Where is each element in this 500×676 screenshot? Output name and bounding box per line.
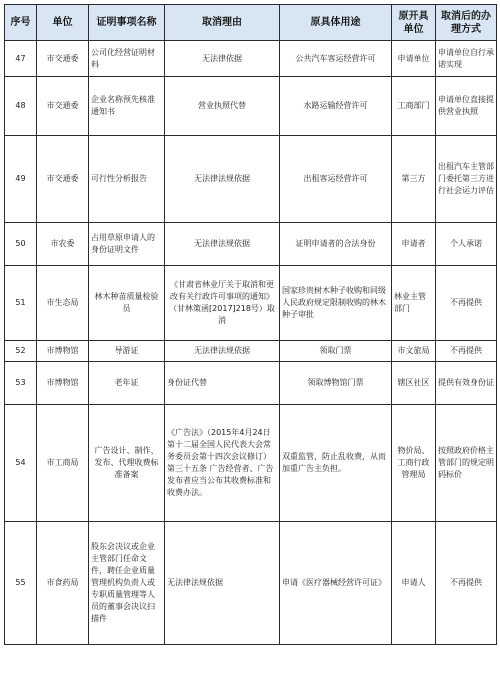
table-row	[5, 223, 497, 266]
row-issuer: 第三方	[392, 136, 436, 223]
row-name: 占用草原申请人的身份证明文件	[89, 223, 165, 266]
row-issuer: 市文旅局	[392, 341, 436, 362]
row-use: 公共汽车客运经营许可	[280, 41, 392, 77]
header-method: 取消后的办理方式	[436, 5, 497, 41]
row-reason: 无法律法规依据	[165, 341, 280, 362]
row-use: 申请《医疗器械经营许可证》	[280, 522, 392, 645]
row-issuer: 申请者	[392, 223, 436, 266]
row-name: 可行性分析报告	[89, 136, 165, 223]
row-use: 证明申请者的合法身份	[280, 223, 392, 266]
row-issuer: 辖区社区	[392, 362, 436, 405]
row-issuer: 工商部门	[392, 77, 436, 136]
row-method: 不再提供	[436, 266, 497, 341]
row-use: 领取博物馆门票	[280, 362, 392, 405]
row-no: 50	[5, 223, 37, 266]
row-method: 出租汽车主管部门委托第三方进行社会运力评估	[436, 136, 497, 223]
row-no: 53	[5, 362, 37, 405]
row-name: 股东会决议或企业主管部门任命文件，聘任企业质量管理机构负责人或专职质量管理等人员的董事会决议扫描件	[89, 522, 165, 645]
certification-table	[4, 4, 497, 645]
row-reason: 身份证代替	[165, 362, 280, 405]
row-issuer: 申请人	[392, 522, 436, 645]
table-row	[5, 341, 497, 362]
row-method: 个人承诺	[436, 223, 497, 266]
row-method: 申请单位自行承诺实现	[436, 41, 497, 77]
row-use: 双重监管，防止乱收费，从而加重广告主负担。	[280, 405, 392, 522]
row-name: 公司化经营证明材料	[89, 41, 165, 77]
row-name: 导游证	[89, 341, 165, 362]
row-method: 不再提供	[436, 522, 497, 645]
row-no: 51	[5, 266, 37, 341]
row-method: 申请单位直接提供营业执照	[436, 77, 497, 136]
header-item-name: 证明事项名称	[89, 5, 165, 41]
header-unit: 单位	[37, 5, 89, 41]
row-issuer: 林业主管部门	[392, 266, 436, 341]
row-no: 52	[5, 341, 37, 362]
row-method: 按照政府价格主管部门的规定明码标价	[436, 405, 497, 522]
row-unit: 市博物馆	[37, 341, 89, 362]
row-no: 48	[5, 77, 37, 136]
row-no: 55	[5, 522, 37, 645]
row-unit: 市博物馆	[37, 362, 89, 405]
table-row	[5, 522, 497, 645]
table-row	[5, 266, 497, 341]
row-issuer: 物价局、工商行政管理局	[392, 405, 436, 522]
row-reason: 《甘肃省林业厅关于取消和更改有关行政许可事项的通知》（甘林策函[2017]218号）取消	[165, 266, 280, 341]
row-reason: 无法律依据	[165, 41, 280, 77]
header-no: 序号	[5, 5, 37, 41]
row-no: 54	[5, 405, 37, 522]
row-unit: 市生态局	[37, 266, 89, 341]
row-name: 老年证	[89, 362, 165, 405]
row-use: 出租客运经营许可	[280, 136, 392, 223]
row-use: 水路运输经营许可	[280, 77, 392, 136]
table-row	[5, 77, 497, 136]
row-no: 49	[5, 136, 37, 223]
table-row	[5, 41, 497, 77]
row-unit: 市交通委	[37, 77, 89, 136]
row-unit: 市交通委	[37, 41, 89, 77]
row-reason: 无法律法规依据	[165, 522, 280, 645]
row-issuer: 申请单位	[392, 41, 436, 77]
row-unit: 市食药局	[37, 522, 89, 645]
table-row	[5, 136, 497, 223]
row-unit: 市交通委	[37, 136, 89, 223]
header-reason: 取消理由	[165, 5, 280, 41]
row-method: 不再提供	[436, 341, 497, 362]
row-reason: 无法律法规依据	[165, 136, 280, 223]
row-no: 47	[5, 41, 37, 77]
row-unit: 市工商局	[37, 405, 89, 522]
row-use: 领取门票	[280, 341, 392, 362]
row-reason: 营业执照代替	[165, 77, 280, 136]
row-reason: 无法律法规依据	[165, 223, 280, 266]
row-name: 林木种苗质量检验员	[89, 266, 165, 341]
row-unit: 市农委	[37, 223, 89, 266]
header-issuer: 原开具单位	[392, 5, 436, 41]
table-row	[5, 362, 497, 405]
header-row	[5, 5, 497, 41]
row-name: 广告设计、制作、发布、代理收费标准备案	[89, 405, 165, 522]
row-reason: 《广告法》（2015年4月24日第十二届全国人民代表大会常务委员会第十四次会议修订）第三十五条 广告经营者、广告发布者应当公布其收费标准和收费办法。	[165, 405, 280, 522]
row-name: 企业名称预先核准通知书	[89, 77, 165, 136]
header-use: 原具体用途	[280, 5, 392, 41]
row-method: 提供有效身份证	[436, 362, 497, 405]
table-row	[5, 405, 497, 522]
row-use: 国家珍贵树木种子收购和同级人民政府规定限制收购的林木种子审批	[280, 266, 392, 341]
